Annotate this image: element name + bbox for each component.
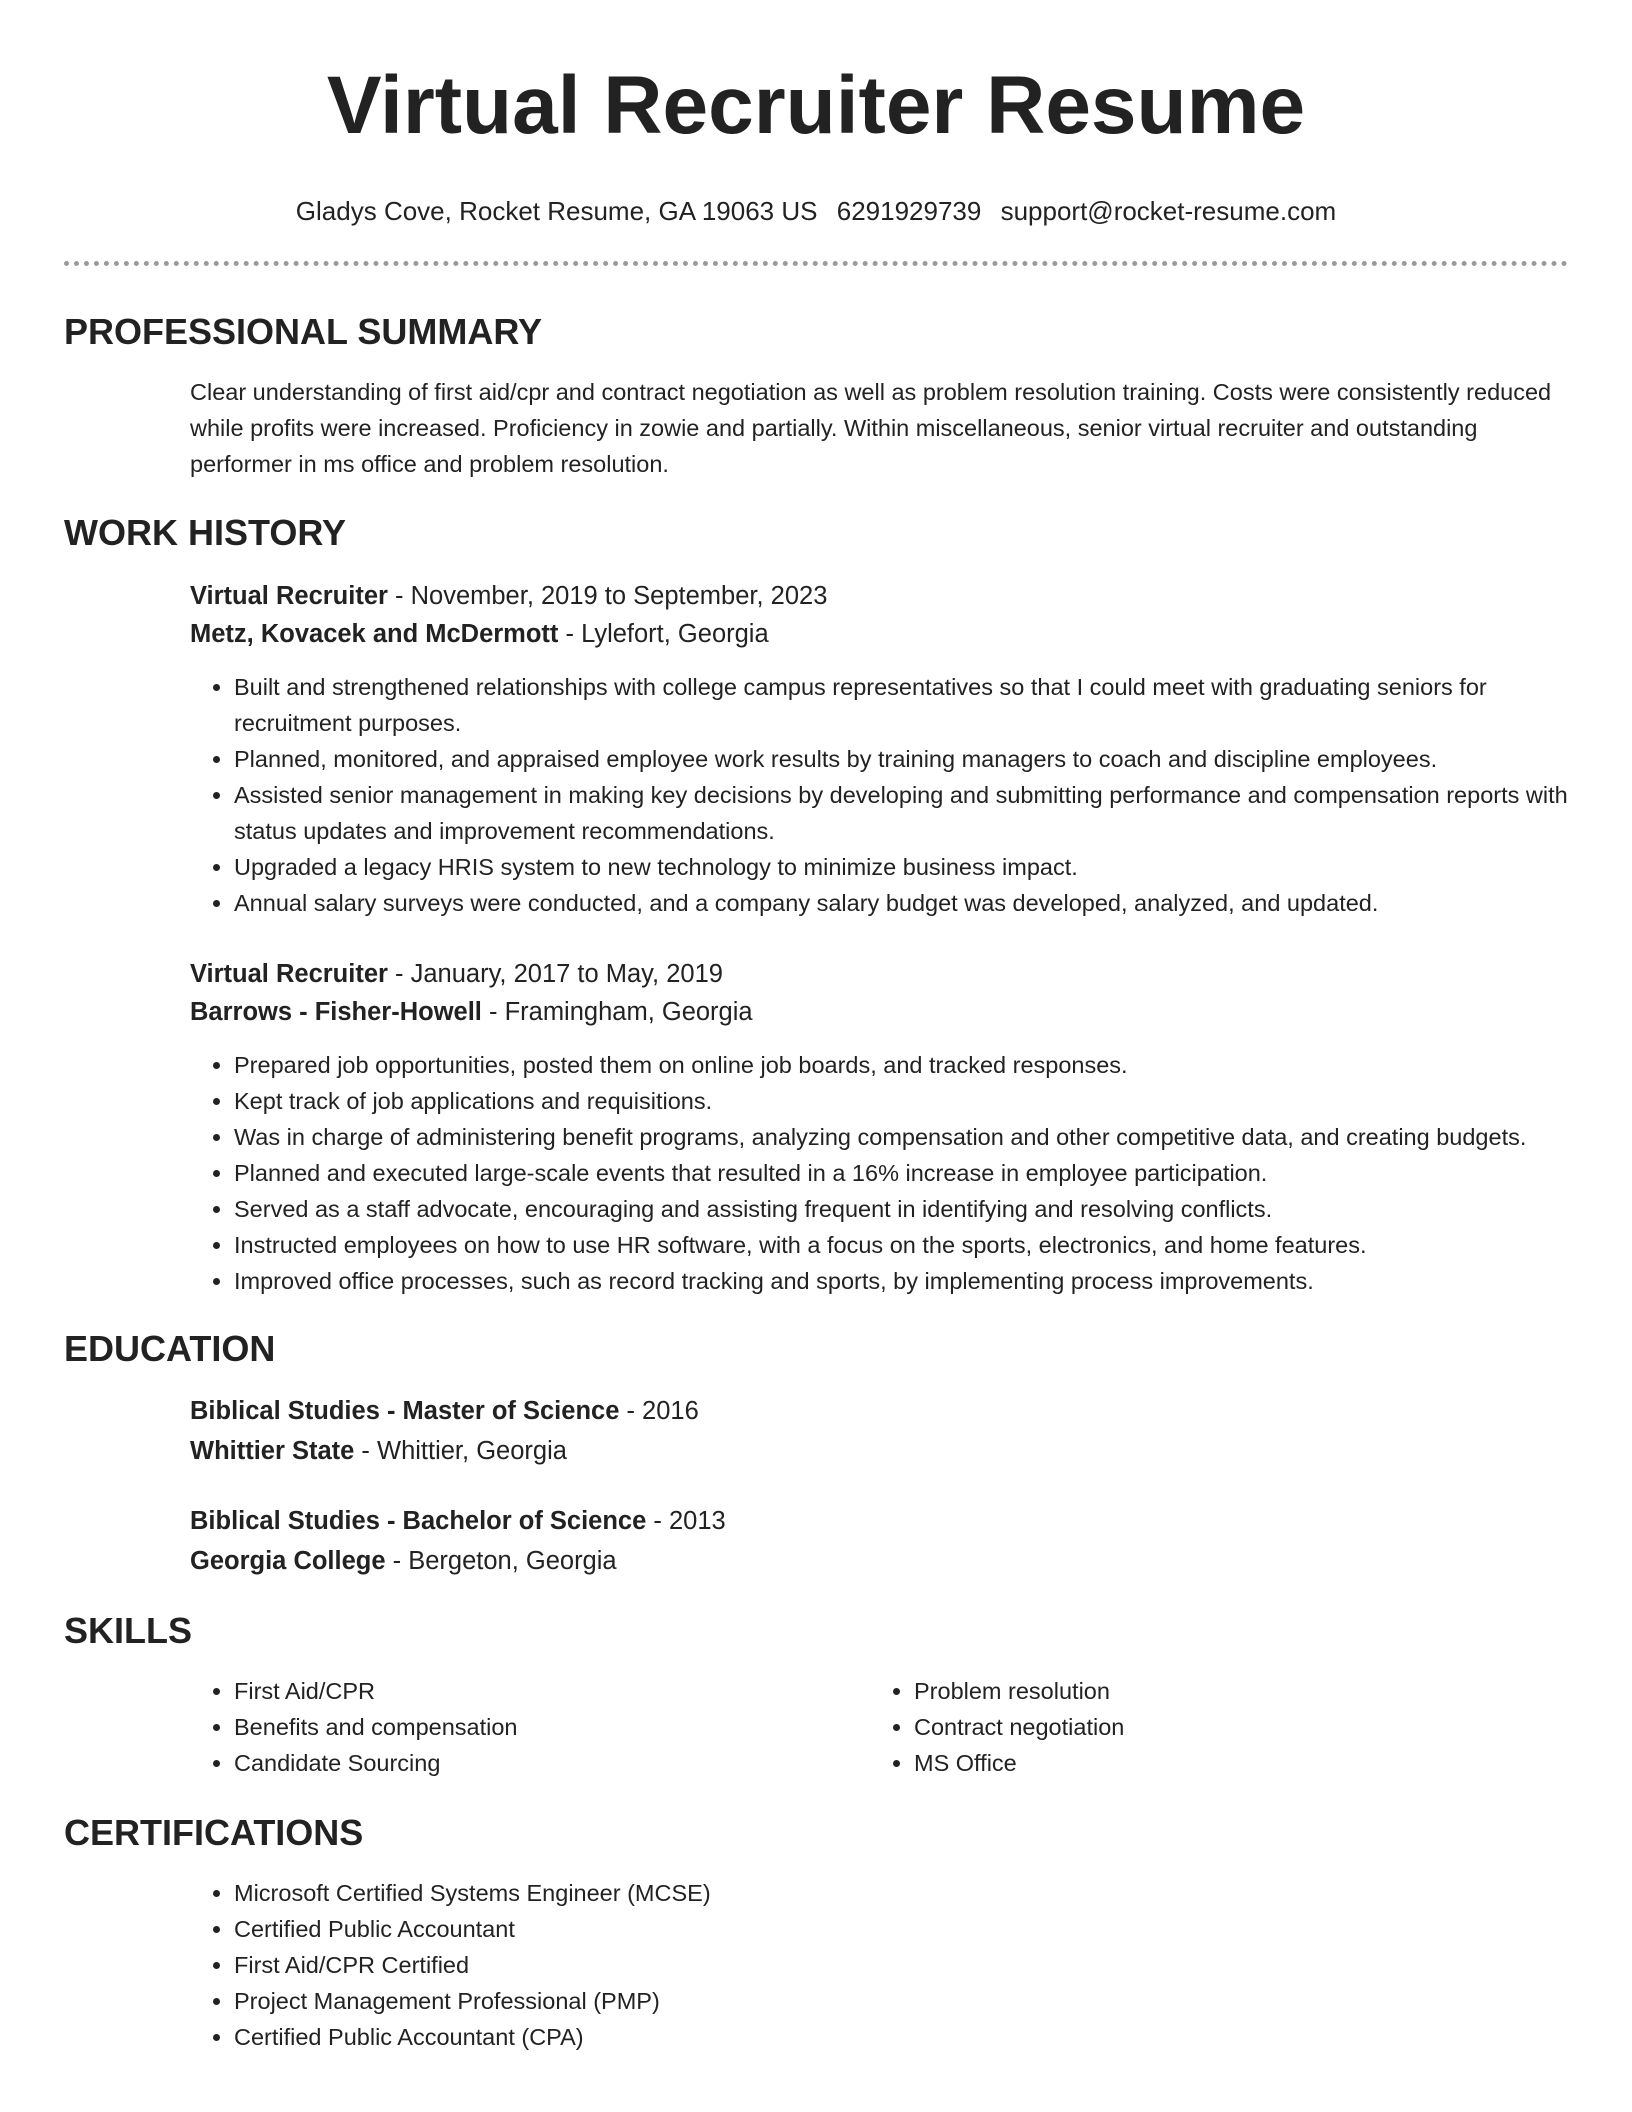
job-company: Metz, Kovacek and McDermott (190, 620, 559, 648)
list-item: • Was in charge of administering benefit programs, analyzing compensation and other competitive data, and creating budgets. (234, 1119, 1568, 1155)
work-history-heading: WORK HISTORY (64, 512, 347, 553)
skills-list (870, 1673, 1550, 1781)
resume-title: Virtual Recruiter Resume (326, 60, 1306, 151)
skill-item: • Contract negotiation (914, 1709, 1550, 1745)
skill-item: • Benefits and compensation (234, 1709, 870, 1745)
certification-item: • Certified Public Accountant (234, 1911, 1568, 1947)
skill-item: • First Aid/CPR (234, 1673, 870, 1709)
education-degree-line (190, 1501, 1568, 1541)
list-item: • Prepared job opportunities, posted them on online job boards, and tracked responses. (234, 1047, 1568, 1083)
certifications-block (64, 1875, 1568, 2055)
job-dates: - November, 2019 to September, 2023 (387, 582, 828, 610)
certification-item: • Microsoft Certified Systems Engineer (MCSE) (234, 1875, 1568, 1911)
header-divider (64, 261, 1568, 266)
job-entry (64, 577, 1568, 921)
job-title: Virtual Recruiter (190, 582, 388, 610)
education-degree: Biblical Studies - Bachelor of Science (190, 1507, 647, 1535)
skills-column-right (870, 1673, 1550, 1781)
skill-item: • Problem resolution (914, 1673, 1550, 1709)
education-year: - 2016 (619, 1397, 699, 1425)
summary-text: Clear understanding of first aid/cpr and contract negotiation as well as problem resolution training. Costs were consistently reduced while profits were increased. Proficiency in zowie and partially. Within miscellaneous, senior virtual recruiter and outstanding performer in ms office and problem resolution. (190, 379, 1552, 477)
skill-item: • MS Office (914, 1745, 1550, 1781)
job-duties-list (190, 669, 1568, 921)
education-entry (64, 1501, 1568, 1581)
contact-phone: 6291929739 (836, 196, 982, 226)
job-location: - Framingham, Georgia (481, 998, 753, 1026)
job-company: Barrows - Fisher-Howell (190, 998, 482, 1026)
education-degree-line (190, 1391, 1568, 1431)
contact-line (64, 194, 1568, 228)
list-item: • Annual salary surveys were conducted, and a company salary budget was developed, analyzed, and updated. (234, 885, 1568, 921)
list-item: • Planned and executed large-scale events that resulted in a 16% increase in employee participation. (234, 1155, 1568, 1191)
education-degree: Biblical Studies - Master of Science (190, 1397, 620, 1425)
contact-address: Gladys Cove, Rocket Resume, GA 19063 US (295, 196, 818, 226)
summary-heading: PROFESSIONAL SUMMARY (64, 311, 543, 352)
job-title: Virtual Recruiter (190, 960, 388, 988)
contact-email: support@rocket-resume.com (1000, 196, 1337, 226)
education-entry (64, 1391, 1568, 1471)
list-item: • Planned, monitored, and appraised employee work results by training managers to coach and discipline employees. (234, 741, 1568, 777)
job-company-line (190, 993, 1568, 1031)
list-item: • Upgraded a legacy HRIS system to new technology to minimize business impact. (234, 849, 1568, 885)
certifications-heading: CERTIFICATIONS (64, 1812, 364, 1853)
list-item: • Served as a staff advocate, encouraging and assisting frequent in identifying and resolving conflicts. (234, 1191, 1568, 1227)
list-item: • Improved office processes, such as record tracking and sports, by implementing process improvements. (234, 1263, 1568, 1299)
education-heading: EDUCATION (64, 1328, 276, 1369)
education-location: - Bergeton, Georgia (385, 1547, 617, 1575)
education-year: - 2013 (646, 1507, 726, 1535)
skill-item: • Candidate Sourcing (234, 1745, 870, 1781)
skills-column-left (190, 1673, 870, 1781)
certifications-list (190, 1875, 1568, 2055)
education-school-line (190, 1431, 1568, 1471)
skills-list (190, 1673, 870, 1781)
education-location: - Whittier, Georgia (354, 1437, 567, 1465)
skills-grid (64, 1673, 1568, 1781)
job-location: - Lylefort, Georgia (558, 620, 769, 648)
education-school: Whittier State (190, 1437, 355, 1465)
list-item: • Instructed employees on how to use HR software, with a focus on the sports, electronics, and home features. (234, 1227, 1568, 1263)
job-entry (64, 955, 1568, 1299)
certification-item: • First Aid/CPR Certified (234, 1947, 1568, 1983)
job-title-line (190, 955, 1568, 993)
certification-item: • Certified Public Accountant (CPA) (234, 2019, 1568, 2055)
list-item: • Assisted senior management in making key decisions by developing and submitting performance and compensation reports with status updates and improvement recommendations. (234, 777, 1568, 849)
job-dates: - January, 2017 to May, 2019 (387, 960, 723, 988)
list-item: • Kept track of job applications and requisitions. (234, 1083, 1568, 1119)
skills-heading: SKILLS (64, 1610, 193, 1651)
job-company-line (190, 615, 1568, 653)
education-school: Georgia College (190, 1547, 386, 1575)
job-duties-list (190, 1047, 1568, 1299)
job-title-line (190, 577, 1568, 615)
list-item: • Built and strengthened relationships with college campus representatives so that I could meet with graduating seniors for recruitment purposes. (234, 669, 1568, 741)
certification-item: • Project Management Professional (PMP) (234, 1983, 1568, 2019)
education-school-line (190, 1541, 1568, 1581)
